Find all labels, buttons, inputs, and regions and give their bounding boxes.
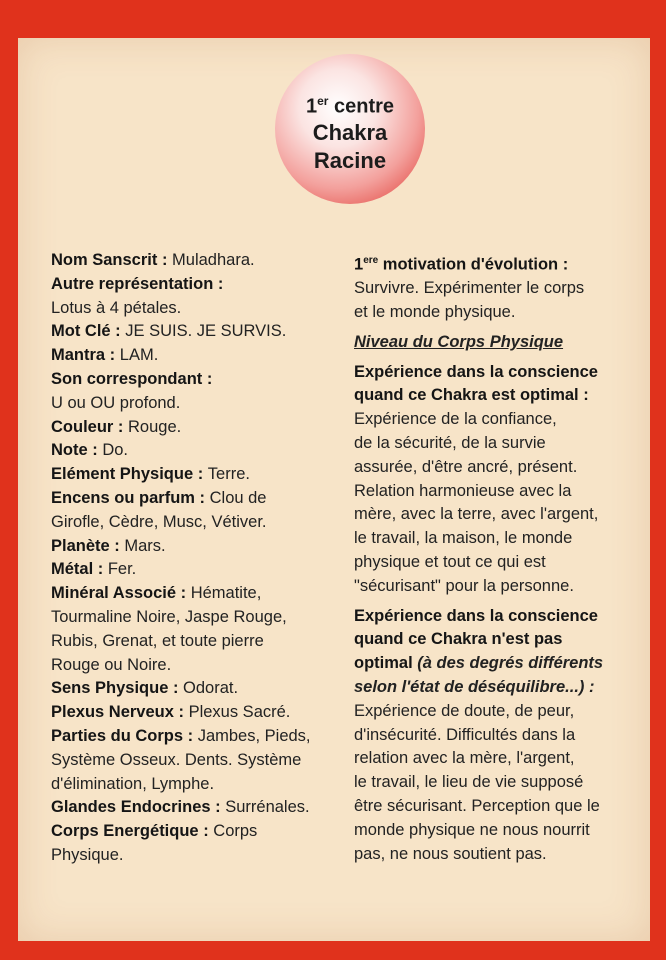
corps-energetique: Corps Energétique : Corps: [51, 822, 258, 841]
optimal-line: Expérience de la confiance,: [354, 410, 557, 429]
left-column: [51, 249, 356, 868]
son-value: U ou OU profond.: [51, 393, 181, 412]
nonoptimal-line: Expérience de doute, de peur,: [354, 701, 575, 720]
nonoptimal-line: relation avec la mère, l'argent,: [354, 749, 575, 768]
optimal-line: Relation harmonieuse avec la: [354, 481, 572, 500]
corps-cont: Physique.: [51, 845, 124, 864]
title-line-3: Racine: [313, 147, 387, 173]
nonoptimal-heading-2: quand ce Chakra n'est pas: [354, 630, 563, 649]
motivation-line-1: Survivre. Expérimenter le corps: [354, 279, 585, 298]
note: Note : Do.: [51, 441, 129, 460]
mineral-cont-2: Rubis, Grenat, et toute pierre: [51, 631, 264, 650]
nonoptimal-section: [354, 605, 646, 867]
planete: Planète : Mars.: [51, 536, 166, 555]
optimal-line: "sécurisant" pour la personne.: [354, 576, 574, 595]
nonoptimal-heading-4: selon l'état de déséquilibre...) :: [354, 678, 595, 697]
son-label: Son correspondant :: [51, 369, 213, 388]
nonoptimal-line: d'insécurité. Difficultés dans la: [354, 725, 576, 744]
right-column: [354, 249, 646, 866]
optimal-heading-1: Expérience dans la conscience: [354, 362, 598, 381]
title-line-1: 1er centre: [305, 94, 395, 118]
element-physique: Elément Physique : Terre.: [51, 465, 250, 484]
metal: Métal : Fer.: [51, 560, 137, 579]
title-sphere: [275, 54, 425, 204]
parties-cont-2: d'élimination, Lymphe.: [51, 774, 215, 793]
parties-corps: Parties du Corps : Jambes, Pieds,: [51, 726, 311, 745]
optimal-heading-2: quand ce Chakra est optimal :: [354, 386, 589, 405]
nonoptimal-line: le travail, le lieu de vie supposé: [354, 773, 584, 792]
mineral: Minéral Associé : Hématite,: [51, 584, 262, 603]
optimal-line: de la sécurité, de la survie: [354, 434, 546, 453]
autre-value: Lotus à 4 pétales.: [51, 298, 182, 317]
mantra: Mantra : LAM.: [51, 346, 159, 365]
nonoptimal-heading-3: optimal (à des degrés différents: [354, 654, 604, 673]
niveau-heading: Niveau du Corps Physique: [354, 332, 564, 351]
nonoptimal-line: monde physique ne nous nourrit: [354, 820, 590, 839]
nonoptimal-line: être sécurisant. Perception que le: [354, 797, 600, 816]
encens-cont: Girofle, Cèdre, Musc, Vétiver.: [51, 512, 267, 531]
sens-physique: Sens Physique : Odorat.: [51, 679, 239, 698]
optimal-line: assurée, d'être ancré, présent.: [354, 457, 578, 476]
motivation-heading: 1ere motivation d'évolution :: [354, 255, 569, 274]
parties-cont-1: Système Osseux. Dents. Système: [51, 750, 302, 769]
optimal-line: le travail, la maison, le monde: [354, 529, 573, 548]
optimal-section: [354, 361, 646, 599]
plexus-nerveux: Plexus Nerveux : Plexus Sacré.: [51, 703, 291, 722]
mot-cle: Mot Clé : JE SUIS. JE SURVIS.: [51, 322, 287, 341]
autre-label: Autre représentation :: [51, 274, 224, 293]
optimal-line: mère, avec la terre, avec l'argent,: [354, 505, 599, 524]
glandes: Glandes Endocrines : Surrénales.: [51, 798, 310, 817]
title-line-2: Chakra: [312, 119, 388, 145]
optimal-line: physique et tout ce qui est: [354, 553, 546, 572]
mineral-cont-1: Tourmaline Noire, Jaspe Rouge,: [51, 607, 287, 626]
chakra-card: [18, 38, 650, 941]
nonoptimal-line: pas, ne nous soutient pas.: [354, 844, 547, 863]
mineral-cont-3: Rouge ou Noire.: [51, 655, 172, 674]
nonoptimal-heading-1: Expérience dans la conscience: [354, 606, 598, 625]
couleur: Couleur : Rouge.: [51, 417, 182, 436]
nom-sanscrit: Nom Sanscrit : Muladhara.: [51, 251, 255, 269]
motivation-line-2: et le monde physique.: [354, 303, 516, 322]
encens: Encens ou parfum : Clou de: [51, 488, 267, 507]
